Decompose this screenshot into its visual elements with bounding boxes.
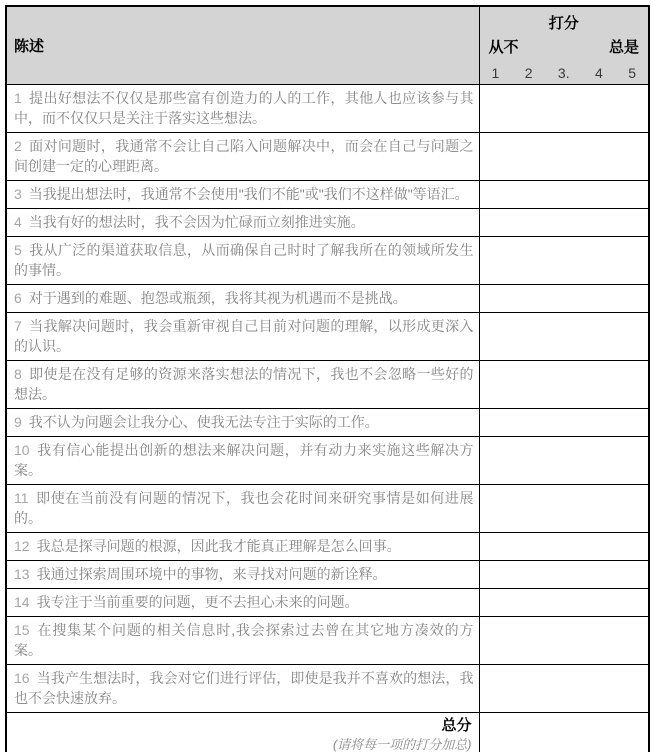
statement-row <box>6 437 649 485</box>
scale-number-5: 5 <box>628 65 636 81</box>
score-cell[interactable] <box>479 533 649 561</box>
statement-row <box>6 237 649 285</box>
statement-cell <box>6 533 479 561</box>
score-cell[interactable] <box>479 361 649 409</box>
statement-cell <box>6 617 479 665</box>
score-cell[interactable] <box>479 589 649 617</box>
statement-cell <box>6 561 479 589</box>
statement-row <box>6 313 649 361</box>
statement-text: 即使是在没有足够的资源来落实想法的情况下，我也不会忽略一些好的想法。 <box>14 366 474 402</box>
total-row <box>6 713 649 752</box>
score-cell[interactable] <box>479 313 649 361</box>
statement-cell <box>6 237 479 285</box>
statement-text: 当我解决问题时，我会重新审视自己目前对问题的理解，以形成更深入的认识。 <box>14 318 474 354</box>
statement-row <box>6 589 649 617</box>
statement-cell <box>6 589 479 617</box>
statement-text: 我通过探索周围环境中的事物，来寻找对问题的新诠释。 <box>36 566 387 582</box>
statement-number: 1 <box>14 90 22 106</box>
statement-text: 对于遇到的难题、抱怨或瓶颈，我将其视为机遇而不是挑战。 <box>28 290 407 306</box>
statement-cell <box>6 181 479 209</box>
statement-number: 5 <box>14 242 22 258</box>
scale-number-3: 3. <box>557 65 570 81</box>
statement-number: 16 <box>14 670 30 686</box>
score-column-header <box>479 6 649 85</box>
statement-cell <box>6 485 479 533</box>
statement-cell <box>6 409 479 437</box>
statement-number: 15 <box>14 622 30 638</box>
statement-cell <box>6 209 479 237</box>
statement-row <box>6 485 649 533</box>
statement-number: 10 <box>14 442 30 458</box>
scale-number-2: 2 <box>524 65 533 81</box>
statement-row <box>6 85 649 133</box>
statement-row <box>6 181 649 209</box>
statement-number: 3 <box>14 186 22 202</box>
statement-text: 我专注于当前重要的问题，更不去担心未来的问题。 <box>36 594 359 610</box>
statement-cell <box>6 665 479 713</box>
statement-cell <box>6 133 479 181</box>
statement-text: 在搜集某个问题的相关信息时,我会探索过去曾在其它地方凑效的方案。 <box>14 622 474 658</box>
statement-row <box>6 285 649 313</box>
statement-text: 我不认为问题会让我分心、使我无法专注于实际的工作。 <box>28 414 379 430</box>
statement-row <box>6 561 649 589</box>
score-cell[interactable] <box>479 437 649 485</box>
total-label-cell <box>6 713 479 752</box>
statement-number: 9 <box>14 414 22 430</box>
statement-row <box>6 133 649 181</box>
scale-numbers <box>489 65 640 81</box>
scale-endpoint-labels <box>489 36 640 57</box>
statement-cell <box>6 313 479 361</box>
statement-number: 7 <box>14 318 22 334</box>
statement-number: 8 <box>14 366 22 382</box>
statement-row <box>6 209 649 237</box>
statement-row <box>6 409 649 437</box>
statement-row <box>6 617 649 665</box>
score-cell[interactable] <box>479 285 649 313</box>
score-cell[interactable] <box>479 617 649 665</box>
statement-text: 我总是探寻问题的根源，因此我才能真正理解是怎么回事。 <box>36 538 401 554</box>
statement-number: 13 <box>14 566 30 582</box>
statement-number: 11 <box>14 490 29 506</box>
statement-number: 2 <box>14 138 22 154</box>
score-cell[interactable] <box>479 133 649 181</box>
statement-row <box>6 533 649 561</box>
score-cell[interactable] <box>479 181 649 209</box>
statement-text: 当我产生想法时，我会对它们进行评估，即使是我并不喜欢的想法，我也不会快速放弃。 <box>14 670 474 706</box>
statement-text: 面对问题时，我通常不会让自己陷入问题解决中，而会在自己与问题之间创建一定的心理距离。 <box>14 138 474 174</box>
statement-cell <box>6 285 479 313</box>
statement-cell <box>6 437 479 485</box>
statement-text: 当我提出想法时，我通常不会使用"我们不能"或"我们不这样做"等语汇。 <box>28 186 469 202</box>
statement-column-title: 陈述 <box>14 38 45 55</box>
score-cell[interactable] <box>479 237 649 285</box>
score-title: 打分 <box>548 15 579 32</box>
table-header-row <box>6 6 649 85</box>
statement-row <box>6 665 649 713</box>
statement-text: 提出好想法不仅仅是那些富有创造力的人的工作，其他人也应该参与其中，而不仅仅只是关注于落实这些想法。 <box>14 90 474 126</box>
statement-row <box>6 361 649 409</box>
statement-text: 即使在当前没有问题的情况下，我也会花时间来研究事情是如何进展的。 <box>14 490 474 526</box>
scale-min-label: 从不 <box>488 39 519 56</box>
scale-number-1: 1 <box>491 65 500 81</box>
statement-number: 12 <box>14 538 30 554</box>
score-cell[interactable] <box>479 485 649 533</box>
total-score-cell[interactable] <box>479 713 649 752</box>
score-cell[interactable] <box>479 409 649 437</box>
statement-cell <box>6 85 479 133</box>
statement-column-header <box>6 6 479 85</box>
total-label: 总分 <box>441 717 472 734</box>
score-cell[interactable] <box>479 85 649 133</box>
score-cell[interactable] <box>479 561 649 589</box>
statement-number: 14 <box>14 594 30 610</box>
statement-number: 6 <box>14 290 22 306</box>
total-note: (请将每一项的打分加总) <box>332 737 472 752</box>
score-cell[interactable] <box>479 665 649 713</box>
statement-text: 我有信心能提出创新的想法来解决问题，并有动力来实施这些解决方案。 <box>14 442 474 478</box>
statement-text: 我从广泛的渠道获取信息，从而确保自己时时了解我所在的领域所发生的事情。 <box>14 242 474 278</box>
scale-max-label: 总是 <box>608 39 639 56</box>
statement-number: 4 <box>14 214 22 230</box>
questionnaire-table <box>5 5 650 752</box>
statement-text: 当我有好的想法时，我不会因为忙碌而立刻推进实施。 <box>28 214 365 230</box>
score-cell[interactable] <box>479 209 649 237</box>
statement-cell <box>6 361 479 409</box>
scale-number-4: 4 <box>595 65 603 81</box>
